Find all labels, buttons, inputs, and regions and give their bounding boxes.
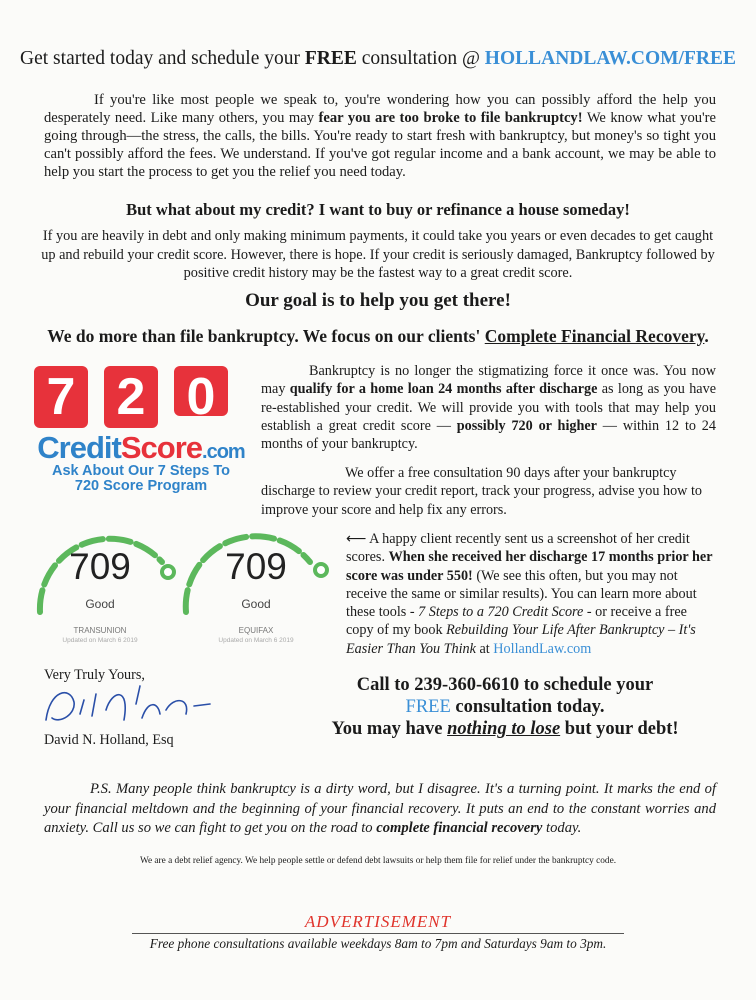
p1-e: — within 12 to 24 months of your bankruptcy. <box>261 417 716 453</box>
equifax-score: 709 <box>225 546 287 587</box>
intro-text-b: We know what you're going through—the stress, the calls, the bills. You're ready to start fresh with bankruptcy, but money's so tight you can't possibly afford the fees. We understand. If you've got regular income and a bank account, we may be able to help you start the process to get you the relief you need today. <box>44 110 716 180</box>
headline-url-link[interactable]: HOLLANDLAW.COM/FREE <box>484 48 736 69</box>
badge-digit-2: 2 <box>104 366 158 428</box>
divider <box>132 933 624 934</box>
p1-a: Bankruptcy is no longer the stigmatizing force it once was. You now may <box>261 363 716 398</box>
ps-paragraph <box>44 780 716 839</box>
call-line-2-rest: consultation today. <box>450 697 605 717</box>
credit-body: If you are heavily in debt and only making minimum payments, it could take you years or even decades to get caught up and rebuild your credit score. However, there is hope. If your credit is seriously damaged, Bankruptcy followed by positive credit history may be the fastest way to a great credit score. <box>41 228 715 281</box>
badge-digit-1: 7 <box>34 366 88 428</box>
call-line-1: Call to 239-360-6610 to schedule your <box>356 675 654 695</box>
p3-d: 7 Steps to a 720 Credit Score <box>418 604 584 621</box>
intro-bold: fear you are too broke to file bankruptcy! <box>318 110 583 126</box>
call-line-3 <box>310 718 700 740</box>
transunion-score: 709 <box>69 546 131 587</box>
brand-credit: Credit <box>37 430 121 465</box>
p3-g: at <box>475 640 494 657</box>
headline-middle: consultation @ <box>356 48 485 69</box>
p3-e: - or receive a free copy of my book <box>346 604 687 639</box>
badge-digit-3: 0 <box>174 366 228 416</box>
intro-paragraph <box>44 91 716 181</box>
call-to-action <box>310 674 700 740</box>
p1-d: possibly 720 or higher <box>456 417 597 434</box>
advertisement-label: ADVERTISEMENT <box>304 912 452 931</box>
left-arrow-icon: ⟵ <box>346 531 367 547</box>
ps-a: P.S. Many people think bankruptcy is a dirty word, but I disagree. It's a turning point. It marks the end of your financial meltdown and the beginning of your financial recovery. It puts an end to the constant worries and anxiety. Call us so we can fight to get you on the road to <box>44 781 716 836</box>
equifax-rating: Good <box>241 597 271 611</box>
headline <box>0 48 756 70</box>
p3-a: A happy client recently sent us a screenshot of her credit scores. <box>346 531 690 566</box>
ask-line-1: Ask About Our 7 Steps To <box>51 463 231 479</box>
focus-heading <box>0 326 756 347</box>
p1-c: as long as you have re-established your credit. We will provide you with tools that may help you establish a great credit score — <box>261 381 716 434</box>
transunion-rating: Good <box>85 597 115 611</box>
headline-prefix: Get started today and schedule your <box>20 48 305 69</box>
closing: Very Truly Yours, <box>44 667 145 683</box>
intro-text-a: If you're like most people we speak to, you're wondering how you can possibly afford the help you desperately need. Like many others, you may <box>44 92 716 126</box>
signature <box>40 680 220 732</box>
signature-name: David N. Holland, Esq <box>44 732 174 748</box>
focus-underlined: Complete Financial Recovery <box>484 326 705 346</box>
brand-score: Score <box>120 430 203 465</box>
paragraph-home-loan <box>261 362 716 453</box>
ps-b: complete financial recovery <box>376 820 543 836</box>
p3-c: (We see this often, but you may not receive the same or similar results). You can learn more about these tools - <box>346 567 697 621</box>
equifax-label: EQUIFAX <box>238 626 274 635</box>
p3-f: Rebuilding Your Life After Bankruptcy – It's Easier Than You Think <box>346 622 696 657</box>
p1-b: qualify for a home loan 24 months after discharge <box>289 381 598 398</box>
call-free: FREE <box>405 697 451 717</box>
ask-program <box>26 464 256 494</box>
paragraph-client-story <box>346 530 716 658</box>
call-line-3-c: but your debt! <box>560 719 679 739</box>
credit-score-logo <box>26 430 256 466</box>
p3-b: When she received her discharge 17 months prior her score was under 550! <box>346 549 713 584</box>
transunion-label: TRANSUNION <box>73 626 127 635</box>
credit-heading: But what about my credit? I want to buy or refinance a house someday! <box>126 200 630 219</box>
paragraph-consultation: We offer a free consultation 90 days after your bankruptcy discharge to review your credit report, track your progress, advise you how to improve your score and help fix any errors. <box>261 465 702 518</box>
ask-line-2: 720 Score Program <box>74 478 208 494</box>
call-line-3-b: nothing to lose <box>447 719 561 739</box>
goal-heading: Our goal is to help you get there! <box>245 290 511 311</box>
hollandlaw-link[interactable]: HollandLaw.com <box>493 640 592 657</box>
call-line-3-a: You may have <box>331 719 448 739</box>
brand-dotcom: .com <box>202 441 245 463</box>
focus-end: . <box>704 326 709 346</box>
ps-c: today. <box>542 820 582 836</box>
hours-line: Free phone consultations available weekdays 8am to 7pm and Saturdays 9am to 3pm. <box>149 936 607 951</box>
disclaimer: We are a debt relief agency. We help people settle or defend debt lawsuits or help them file for relief under the bankruptcy code. <box>139 856 617 866</box>
call-line-2 <box>310 696 700 718</box>
equifax-updated: Updated on March 6 2019 <box>218 637 294 644</box>
transunion-updated: Updated on March 6 2019 <box>62 637 138 644</box>
credit-score-badge <box>34 366 244 432</box>
headline-free: FREE <box>304 48 357 69</box>
focus-text: We do more than file bankruptcy. We focus on our clients' <box>47 326 485 346</box>
